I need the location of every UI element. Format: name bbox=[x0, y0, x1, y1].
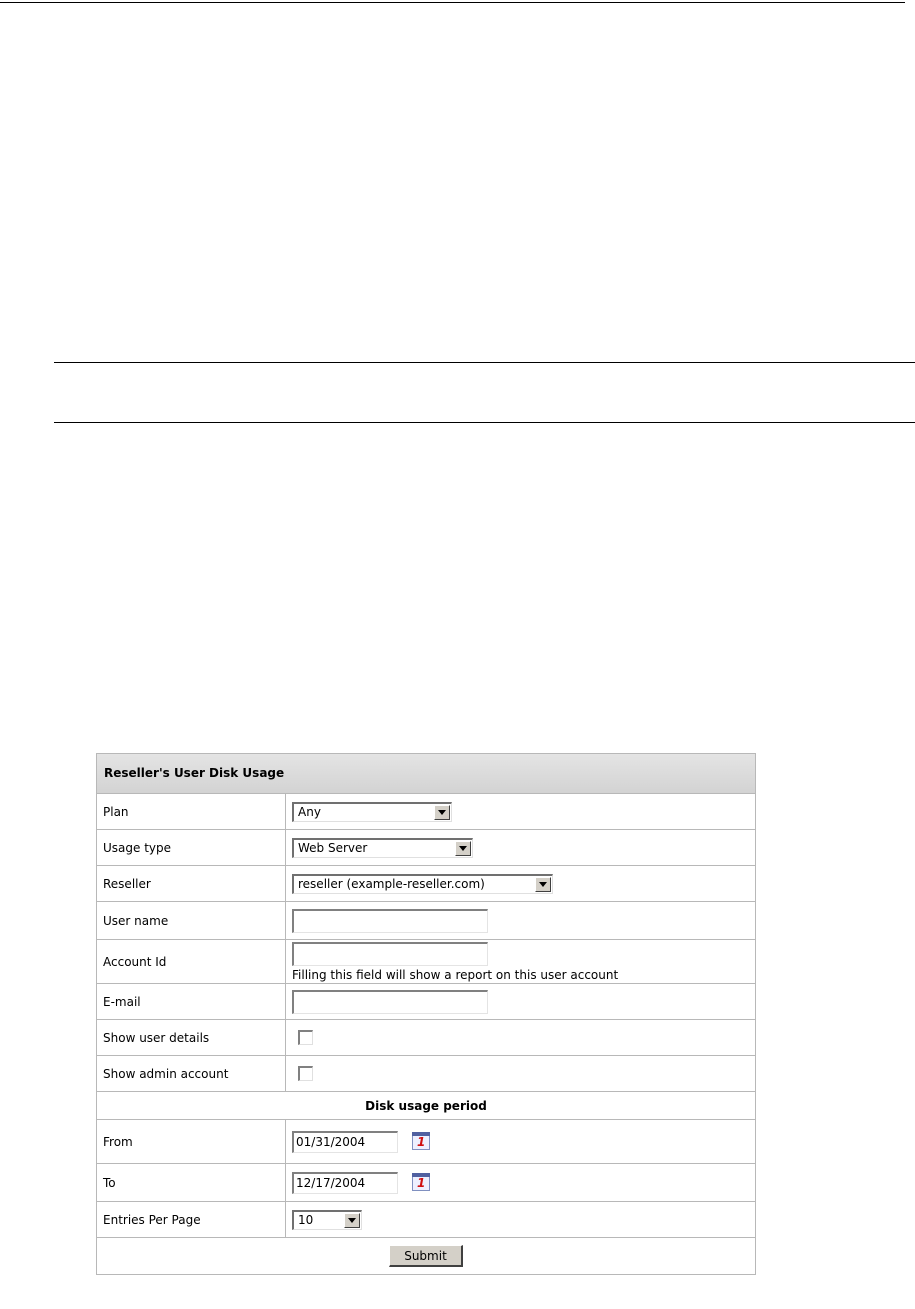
user-name-row bbox=[97, 902, 755, 940]
from-label: From bbox=[97, 1120, 286, 1163]
show-admin-account-checkbox[interactable] bbox=[298, 1066, 313, 1081]
section-divider-upper bbox=[54, 362, 915, 363]
to-label: To bbox=[97, 1164, 286, 1201]
chevron-down-icon[interactable] bbox=[455, 841, 471, 856]
account-id-row bbox=[97, 940, 755, 984]
plan-select-value: Any bbox=[298, 805, 321, 819]
entries-label: Entries Per Page bbox=[97, 1202, 286, 1237]
show-admin-account-label: Show admin account bbox=[97, 1056, 286, 1091]
plan-label: Plan bbox=[97, 794, 286, 829]
user-name-input[interactable] bbox=[292, 909, 488, 933]
reseller-select[interactable] bbox=[292, 874, 553, 894]
entries-select[interactable] bbox=[292, 1210, 362, 1230]
email-input[interactable] bbox=[292, 990, 488, 1014]
calendar-icon[interactable] bbox=[412, 1175, 430, 1191]
section-divider-lower bbox=[54, 422, 915, 423]
usage-type-select-value: Web Server bbox=[298, 841, 368, 855]
reseller-label: Reseller bbox=[97, 866, 286, 901]
to-row bbox=[97, 1164, 755, 1202]
reseller-row bbox=[97, 866, 755, 902]
from-date-input[interactable]: 01/31/2004 bbox=[292, 1131, 398, 1153]
account-id-label: Account Id bbox=[97, 940, 286, 983]
top-divider bbox=[0, 2, 905, 3]
submit-button[interactable]: Submit bbox=[389, 1245, 463, 1267]
plan-select[interactable] bbox=[292, 802, 452, 822]
chevron-down-icon[interactable] bbox=[535, 877, 551, 892]
email-row bbox=[97, 984, 755, 1020]
chevron-down-icon[interactable] bbox=[434, 805, 450, 820]
usage-type-select[interactable] bbox=[292, 838, 473, 858]
account-id-input[interactable] bbox=[292, 942, 488, 966]
entries-select-value: 10 bbox=[298, 1213, 314, 1227]
chevron-down-icon[interactable] bbox=[344, 1213, 360, 1228]
calendar-icon[interactable] bbox=[412, 1134, 430, 1150]
plan-row bbox=[97, 794, 755, 830]
reseller-select-value: reseller (example-reseller.com) bbox=[298, 877, 485, 891]
email-label: E-mail bbox=[97, 984, 286, 1019]
account-id-hint: Filling this field will show a report on this user account bbox=[292, 967, 619, 982]
period-title: Disk usage period bbox=[365, 1098, 487, 1113]
entries-row bbox=[97, 1202, 755, 1238]
from-row bbox=[97, 1120, 755, 1164]
show-admin-account-row bbox=[97, 1056, 755, 1092]
submit-row bbox=[97, 1238, 755, 1274]
panel-title: Reseller's User Disk Usage bbox=[97, 754, 755, 794]
show-user-details-label: Show user details bbox=[97, 1020, 286, 1055]
disk-usage-form bbox=[96, 753, 756, 1275]
period-title-row bbox=[97, 1092, 755, 1120]
show-user-details-checkbox[interactable] bbox=[298, 1030, 313, 1045]
usage-type-label: Usage type bbox=[97, 830, 286, 865]
show-user-details-row bbox=[97, 1020, 755, 1056]
user-name-label: User name bbox=[97, 902, 286, 939]
usage-type-row bbox=[97, 830, 755, 866]
to-date-input[interactable]: 12/17/2004 bbox=[292, 1172, 398, 1194]
